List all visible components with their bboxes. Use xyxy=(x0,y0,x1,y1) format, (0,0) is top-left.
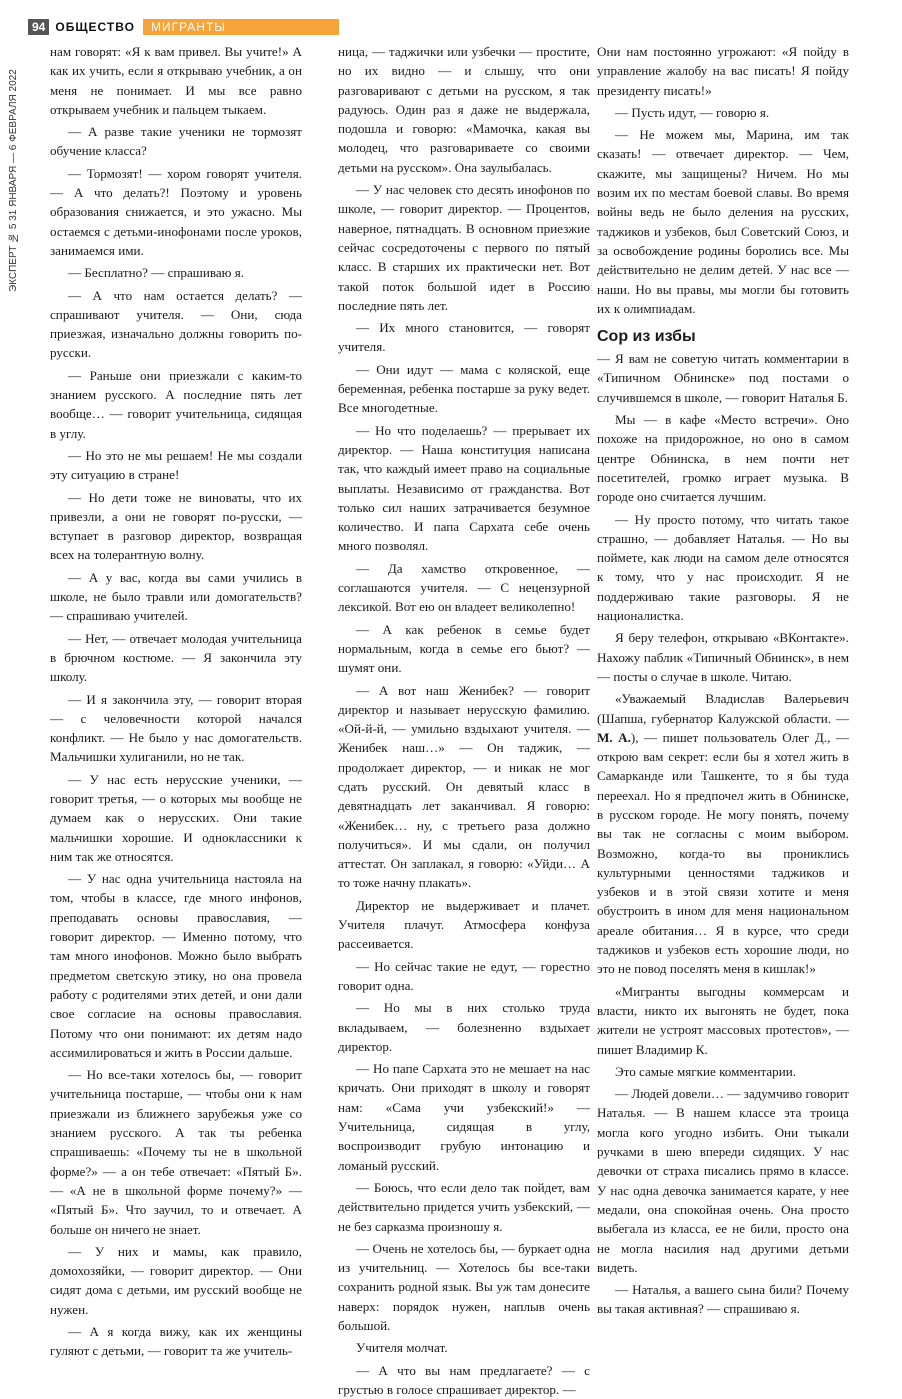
paragraph: — А разве такие ученики не тормозят обучение класса? xyxy=(50,124,302,159)
paragraph: — А у вас, когда вы сами учились в школе, не было травли или домогательств? — спрашиваю учителей. xyxy=(50,569,302,624)
quote-text: ), — пишет пользователь Олег Д., — открою вам секрет: если бы я хотел жить в Самарканде или Ташкенте, то я бы туда переехал. Но я предпочел жить в Обнинске, в русском городе. Не могу понять, почему вы так не согласны с моим выбором. Возможно, когда-то вы прониклись культурными ценностями таджиков и узбеков и в этой связи хотите и меня обустроить в ином для меня национальном ареале обитания… Я в курсе, что среди таджиков и узбеков есть хорошие люди, но это не повод поселять меня в кишлак!» xyxy=(597,729,849,977)
paragraph: — Но дети тоже не виноваты, что их привезли, а они не говорят по-русски, — вступает в разговор директор, возвращая всех на толерантную волну. xyxy=(50,489,302,563)
author-initials: М. А. xyxy=(597,729,631,745)
paragraph: — Но мы в них столько труда вкладываем, — болезненно вздыхает директор. xyxy=(338,1000,590,1054)
paragraph: нам говорят: «Я к вам привел. Вы учите!» А как их учить, если я открываю учебник, а он меня не понимает. И мы все равно открываем учебник и пальцем тыкаем. xyxy=(50,44,302,117)
paragraph: — А вот наш Женибек? — говорит директор и называет нерусскую фамилию. «Ой-й-й, — умильно вздыхают учителя. — Женибек наш…» — Он таджик, — продолжает директор, — и никак не мог сдать русский. Он девятый класс в девятнадцать лет заканчивал. Я говорю: «Женибек… ну, с третьего раза должно получиться». И мы сдали, он получил аттестат. Он заплакал, я говорю: «Уйди… А то тоже начну плакать». xyxy=(338,682,590,891)
paragraph: — Боюсь, что если дело так пойдет, вам действительно придется учить узбекский, — не без сарказма произношу я. xyxy=(338,1179,590,1234)
paragraph: ница, — таджички или узбечки — простите, но их видно — и слышу, что они разговаривают с детьми на русском, я так радуюсь. Один раз я даже не выдержала, подошла и говорю: «Мамочка, какая вы молодец, что разговариваете со своими детьми на русском». Она заулыбалась. xyxy=(338,44,590,175)
paragraph: — Но что поделаешь? — прерывает их директор. — Наша конституция написана так, что каждый имеет право на социальные выплаты. Независимо от гражданства. Вот только сил наших затрачивается безумное количество. И папа Сархата себе очень много позволял. xyxy=(338,422,590,554)
page-header xyxy=(28,18,339,35)
paragraph: — Я вам не советую читать комментарии в «Типичном Обнинске» под постами о случившемся в школе, — говорит Наталья Б. xyxy=(597,351,849,405)
paragraph: — Но папе Сархата это не мешает на нас кричать. Они приходят в школу и говорят нам: «Сама учи узбекский!» — Учительница, сидящая в углу, воспроизводит грубую интонацию и ломаный русский. xyxy=(338,1061,590,1173)
paragraph: — Они идут — мама с коляской, еще беременная, ребенка постарше за руку ведет. Все многодетные. xyxy=(338,361,590,416)
paragraph: — А я когда вижу, как их женщины гуляют с детьми, — говорит та же учитель- xyxy=(50,1324,302,1359)
paragraph: — Пусть идут, — говорю я. xyxy=(615,104,770,120)
paragraph: — Тормозят! — хором говорят учителя. — А что делать?! Поэтому и уровень образования снижается, и это ужасно. Мы остаемся с детьми-инофонами после уроков, занимаемся ими. xyxy=(50,165,302,258)
subheading: Сор из избы xyxy=(597,328,696,346)
paragraph: — Но это не мы решаем! Не мы создали эту ситуацию в стране! xyxy=(50,447,302,483)
article-column-2 xyxy=(338,42,590,1397)
paragraph: — У них и мамы, как правило, домохозяйки, — говорит директор. — Они сидят дома с детьми, им русский вообще не нужен. xyxy=(50,1243,302,1317)
paragraph: — Но все-таки хотелось бы, — говорит учительница постарше, — чтобы они к нам приезжали из ближнего зарубежья уже со знанием русского. А так ты ребенка спрашиваешь: «Почему ты не в школьной форме?» — а он тебе отвечает: «Пятый Б». — «А не в школьной форме почему?» — «Пятый Б». Что заучил, то и отвечает. А больше он ничего не знает. xyxy=(50,1067,302,1237)
paragraph: — Людей довели… — задумчиво говорит Наталья. — В нашем классе эта троица могла кого угодно избить. Они тыкали ручками в шею впереди сидящих. У нас девочки от страха писались прямо в классе. У нас одна девочка занимается карате, у нее медали, она спокойная очень. Она просто выбегала из класса, ее не били, просто она не могла насилия над другими детьми видеть. xyxy=(597,1086,849,1275)
paragraph: — Не можем мы, Марина, им так сказать! — отвечает директор. — Чем, скажите, мы защищены? Ничем. Но мы возим их по местам боевой славы. Во время войны ведь не было деления на русских, таджиков и узбеков, был Советский Союз, и за освобождение родины боролись все. Мы действительно не делим детей. У нас все — наши. Но вы правы, мы могли бы готовить их к олимпиадам. xyxy=(597,127,849,316)
paragraph: — Наталья, а вашего сына били? Почему вы такая активная? — спрашиваю я. xyxy=(597,1282,849,1317)
paragraph: — Очень не хотелось бы, — буркает одна из учительниц. — Хотелось бы все-таки сохранить родной язык. Вы уж там донесите наверх: порядок нужен, наплыв очень большой. xyxy=(338,1240,590,1333)
paragraph: — И я закончила эту, — говорит вторая — с человечности которой начался конфликт. — Не было у нас домогательств. Мальчишки хулиганили, но не так. xyxy=(50,691,302,765)
article-column-3 xyxy=(597,42,849,1317)
paragraph: — Ну просто потому, что читать такое страшно, — добавляет Наталья. — Но вы поймете, как люди на самом деле относятся к тому, что у нас происходит. Я не поддерживаю такие разговоры. Я не националистка. xyxy=(597,511,849,624)
paragraph: — А что нам остается делать? — спрашивают учителя. — Они, сюда приезжая, изначально должны говорить по-русски. xyxy=(50,287,302,361)
page-number: 94 xyxy=(28,19,49,35)
paragraph: — Но сейчас такие не едут, — горестно говорит одна. xyxy=(338,958,590,993)
section-title: ОБЩЕСТВО xyxy=(55,19,135,34)
paragraph: Я беру телефон, открываю «ВКонтакте». Нахожу паблик «Типичный Обнинск», в нем — посты о случае в школе. Читаю. xyxy=(597,630,849,684)
paragraph: — Нет, — отвечает молодая учительница в брючном костюме. — Я закончила эту школу. xyxy=(50,630,302,685)
paragraph: Директор не выдерживает и плачет. Учителя плачут. Атмосфера конфуза рассеивается. xyxy=(338,897,590,952)
paragraph: Они нам постоянно угрожают: «Я пойду в управление жалобу на вас писать! Я пойду президенту писать!» xyxy=(597,44,849,98)
paragraph: — Бесплатно? — спрашиваю я. xyxy=(68,265,245,281)
rubric-label: МИГРАНТЫ xyxy=(143,19,339,35)
paragraph: — Их много становится, — говорят учителя. xyxy=(338,320,590,355)
paragraph: — У нас есть нерусские ученики, — говорит третья, — о которых мы вообще не думаем как о нерусских. Они такие мальчишки хорошие. И одноклассники к ним так же относятся. xyxy=(50,771,302,864)
paragraph: «Мигранты выгодны коммерсам и власти, никто их выгонять не будет, пока жители не устроят массовых протестов», — пишет Владимир К. xyxy=(597,983,849,1057)
quote-paragraph xyxy=(597,689,849,978)
issue-info: ЭКСПЕРТ № 5 31 ЯНВАРЯ — 6 ФЕВРАЛЯ 2022 xyxy=(8,69,19,292)
paragraph: Это самые мягкие комментарии. xyxy=(615,1063,797,1079)
article-column-1 xyxy=(50,42,302,1359)
paragraph: — У нас человек сто десять инофонов по школе, — говорит директор. — Процентов, наверное, пятнадцать. В основном приезжие сейчас сосредоточены с первого по пятый класс. В старших их практически нет. Вот такой поток большой идет в Россию последние пять лет. xyxy=(338,182,590,313)
quote-text: «Уважаемый Владислав Валерьевич (Шапша, губернатор Калужской области. — xyxy=(597,691,849,726)
paragraph: Мы — в кафе «Место встречи». Оно похоже на придорожное, но оно в самом центре Обнинска, в нем почти нет посетителей, громко играет музыка. В городе оно считается лучшим. xyxy=(597,412,849,505)
paragraph: Учителя молчат. xyxy=(356,1340,448,1356)
paragraph: — А что вы нам предлагаете? — с грустью в голосе спрашивает директор. — xyxy=(338,1362,590,1397)
paragraph: — Да хамство откровенное, — соглашаются учителя. — С нецензурной лексикой. Вот ею он владеет великолепно! xyxy=(338,560,590,615)
paragraph: — Раньше они приезжали с каким-то знанием русского. А последние пять лет вообще… — говорит учительница, сидящая в углу. xyxy=(50,367,302,441)
paragraph: — У нас одна учительница настояла на том, чтобы в классе, где много инфонов, преподавать основы православия, — говорит директор. — Именно потому, что там много инофонов. Можно было выбрать предметом светскую этику, но она провела работу с родителями этих детей, и они дали свое согласие на основы православия. Потому что они понимают: их детям надо ассимилироваться и жить в России дальше. xyxy=(50,871,302,1060)
paragraph: — А как ребенок в семье будет нормальным, когда в семье его бьют? — шумят они. xyxy=(338,621,590,676)
